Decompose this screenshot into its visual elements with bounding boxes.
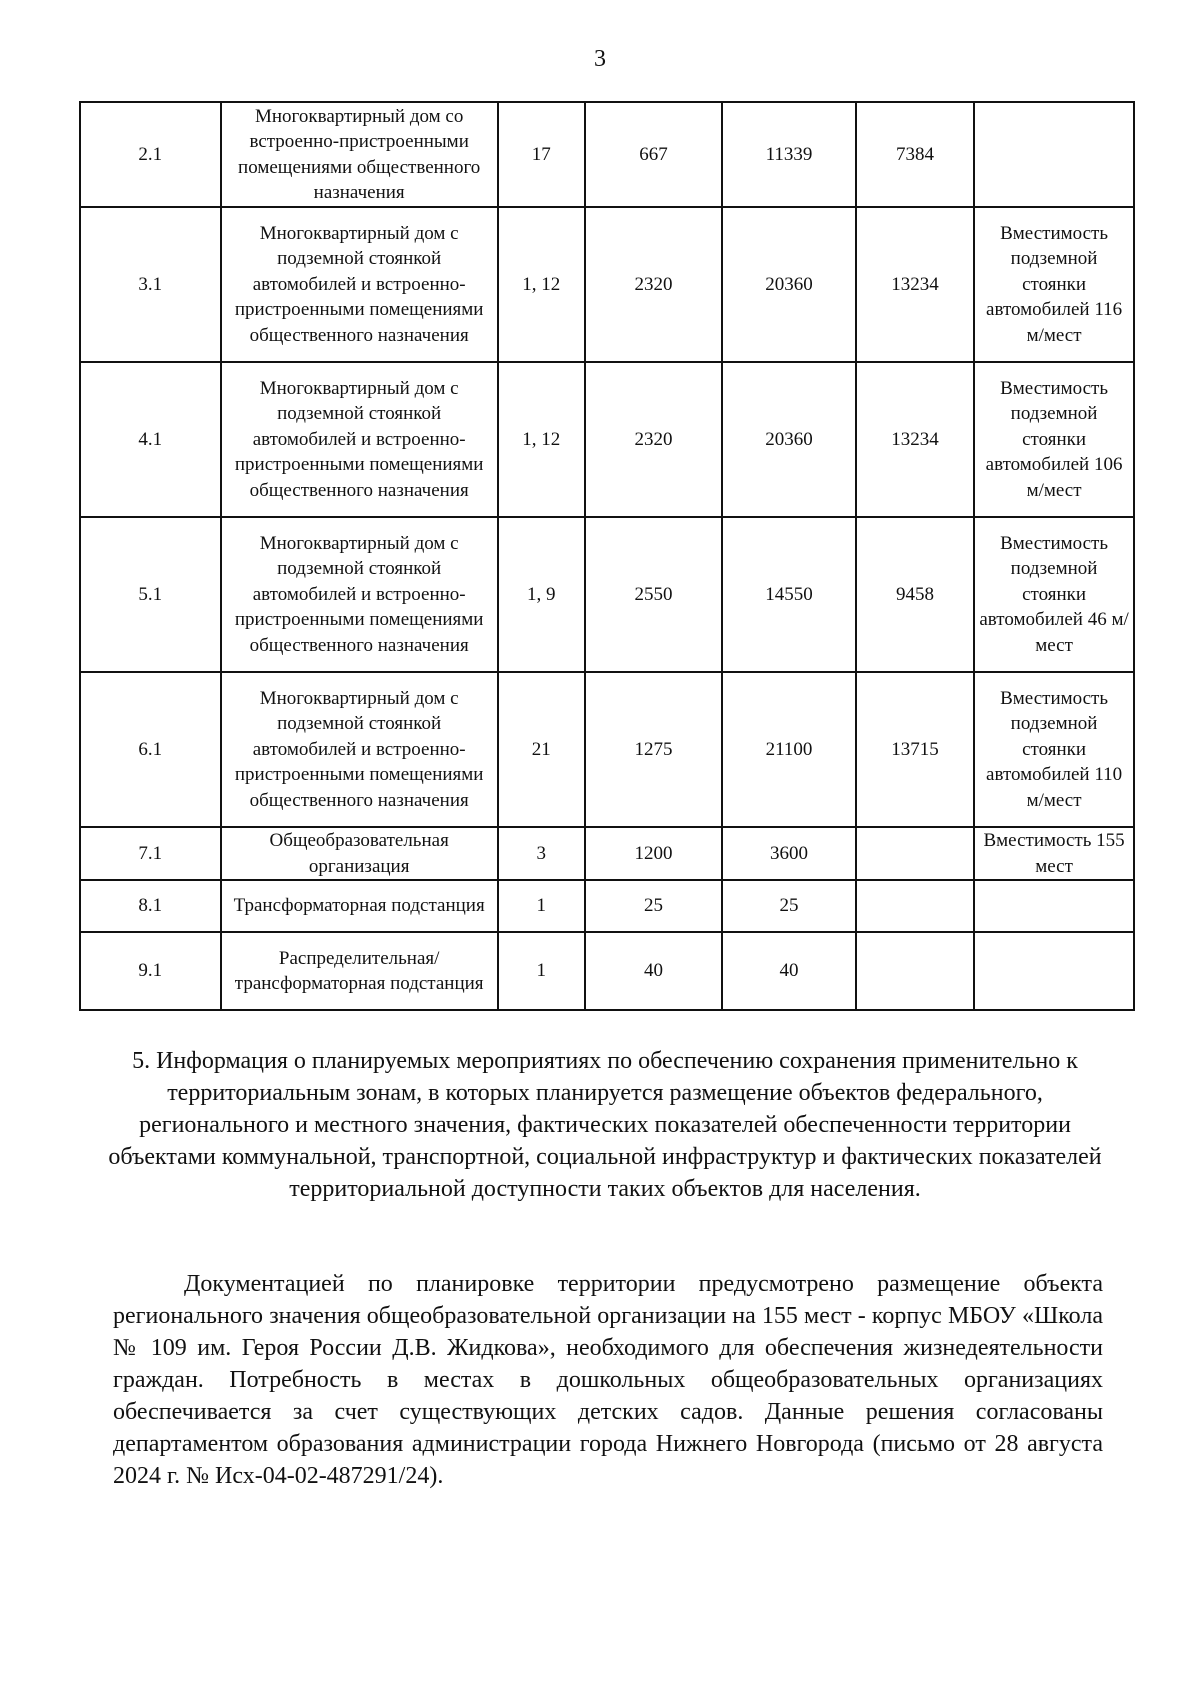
cell-col-4: 667 bbox=[585, 102, 723, 207]
cell-col-6 bbox=[856, 932, 974, 1010]
cell-col-5: 3600 bbox=[722, 827, 856, 880]
cell-object-name: Трансформаторная подстанция bbox=[221, 880, 498, 932]
cell-number: 4.1 bbox=[80, 362, 221, 517]
cell-note: Вместимость подземной стоянки автомобилей 110 м/мест bbox=[974, 672, 1134, 827]
cell-col-4: 25 bbox=[585, 880, 723, 932]
cell-col-4: 2320 bbox=[585, 207, 723, 362]
table-row bbox=[80, 207, 1134, 362]
table-row bbox=[80, 672, 1134, 827]
cell-col-5: 40 bbox=[722, 932, 856, 1010]
cell-note bbox=[974, 102, 1134, 207]
cell-col-3: 1, 12 bbox=[498, 362, 585, 517]
cell-col-6: 13234 bbox=[856, 362, 974, 517]
cell-col-6 bbox=[856, 880, 974, 932]
table-row bbox=[80, 880, 1134, 932]
page-number: 3 bbox=[594, 46, 606, 72]
table-row bbox=[80, 517, 1134, 672]
cell-col-6 bbox=[856, 827, 974, 880]
cell-col-4: 40 bbox=[585, 932, 723, 1010]
cell-col-4: 1275 bbox=[585, 672, 723, 827]
cell-number: 8.1 bbox=[80, 880, 221, 932]
cell-col-3: 17 bbox=[498, 102, 585, 207]
cell-number: 2.1 bbox=[80, 102, 221, 207]
cell-col-4: 2550 bbox=[585, 517, 723, 672]
cell-col-3: 1, 9 bbox=[498, 517, 585, 672]
cell-number: 3.1 bbox=[80, 207, 221, 362]
cell-note: Вместимость 155 мест bbox=[974, 827, 1134, 880]
cell-col-4: 1200 bbox=[585, 827, 723, 880]
table-row bbox=[80, 827, 1134, 880]
cell-col-5: 20360 bbox=[722, 207, 856, 362]
objects-table bbox=[79, 101, 1135, 1011]
cell-object-name: Многоквартирный дом с подземной стоянкой автомобилей и встроенно-пристроенными помещениями общественного назначения bbox=[221, 207, 498, 362]
cell-object-name: Многоквартирный дом со встроенно-пристроенными помещениями общественного назначения bbox=[221, 102, 498, 207]
table-row bbox=[80, 362, 1134, 517]
cell-object-name: Многоквартирный дом с подземной стоянкой автомобилей и встроенно-пристроенными помещениями общественного назначения bbox=[221, 517, 498, 672]
cell-note bbox=[974, 880, 1134, 932]
cell-number: 5.1 bbox=[80, 517, 221, 672]
cell-note bbox=[974, 932, 1134, 1010]
cell-col-3: 1 bbox=[498, 880, 585, 932]
cell-col-3: 1, 12 bbox=[498, 207, 585, 362]
cell-object-name: Многоквартирный дом с подземной стоянкой автомобилей и встроенно-пристроенными помещениями общественного назначения bbox=[221, 672, 498, 827]
cell-number: 7.1 bbox=[80, 827, 221, 880]
cell-note: Вместимость подземной стоянки автомобилей 116 м/мест bbox=[974, 207, 1134, 362]
cell-col-6: 13715 bbox=[856, 672, 974, 827]
cell-col-5: 11339 bbox=[722, 102, 856, 207]
cell-number: 6.1 bbox=[80, 672, 221, 827]
cell-col-5: 20360 bbox=[722, 362, 856, 517]
table-row bbox=[80, 932, 1134, 1010]
cell-object-name: Многоквартирный дом с подземной стоянкой автомобилей и встроенно-пристроенными помещениями общественного назначения bbox=[221, 362, 498, 517]
section-heading: 5. Информация о планируемых мероприятиях по обеспечению сохранения применительно к территориальным зонам, в которых планируется размещение объектов федерального, регионального и местного значения, фактических показателей обеспеченности территории объектами коммунальной, транспортной, социальной инфраструктур и фактических показателей территориальной доступности таких объектов для населения. bbox=[108, 1048, 1102, 1202]
cell-col-5: 25 bbox=[722, 880, 856, 932]
cell-col-4: 2320 bbox=[585, 362, 723, 517]
cell-col-6: 7384 bbox=[856, 102, 974, 207]
table-body bbox=[80, 102, 1134, 1010]
body-paragraph: Документацией по планировке территории предусмотрено размещение объекта регионального значения общеобразовательной организации на 155 мест - корпус МБОУ «Школа № 109 им. Героя России Д.В. Жидкова», необходимого для обеспечения жизнедеятельности граждан. Потребность в местах в дошкольных общеобразовательных организациях обеспечивается за счет существующих детских садов. Данные решения согласованы департаментом образования администрации города Нижнего Новгорода (письмо от 28 августа 2024 г. № Исх-04-02-487291/24). bbox=[113, 1271, 1103, 1489]
cell-col-3: 3 bbox=[498, 827, 585, 880]
cell-note: Вместимость подземной стоянки автомобилей 106 м/мест bbox=[974, 362, 1134, 517]
table-row bbox=[80, 102, 1134, 207]
cell-col-5: 21100 bbox=[722, 672, 856, 827]
cell-col-6: 13234 bbox=[856, 207, 974, 362]
cell-number: 9.1 bbox=[80, 932, 221, 1010]
cell-note: Вместимость подземной стоянки автомобилей 46 м/мест bbox=[974, 517, 1134, 672]
cell-object-name: Распределительная/ трансформаторная подстанция bbox=[221, 932, 498, 1010]
cell-col-6: 9458 bbox=[856, 517, 974, 672]
cell-object-name: Общеобразовательная организация bbox=[221, 827, 498, 880]
cell-col-3: 1 bbox=[498, 932, 585, 1010]
cell-col-5: 14550 bbox=[722, 517, 856, 672]
cell-col-3: 21 bbox=[498, 672, 585, 827]
